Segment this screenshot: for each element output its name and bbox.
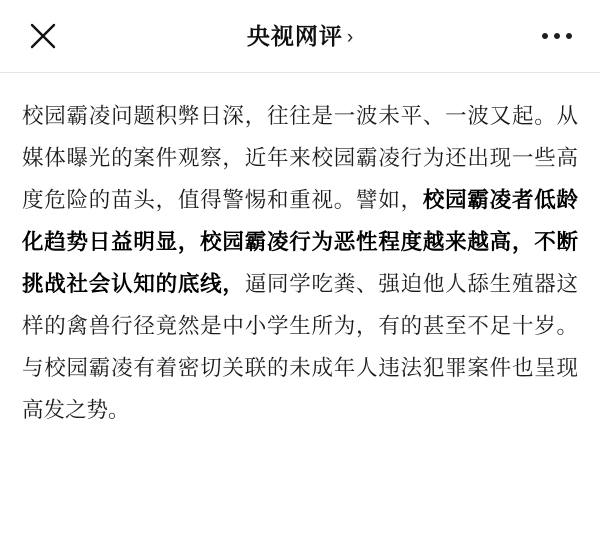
article-paragraph <box>22 95 578 431</box>
close-icon[interactable] <box>26 19 60 53</box>
page-header <box>0 0 600 72</box>
chevron-right-icon: › <box>346 26 354 48</box>
more-dot <box>554 33 560 39</box>
article-text-segment: 校园霸凌问题积弊日深，往往是一波未平、一波又起。从媒体曝光的案件观察，近年来校园霸凌行为还出现一些高度危险的苗头，值得警惕和重视。譬如， <box>22 104 578 212</box>
more-dot <box>542 33 548 39</box>
article-text-segment-bold: 校园霸凌者低龄化趋势日益明显，校园霸凌行为恶性程度越来越高，不断挑战社会认知的底线， <box>22 188 578 296</box>
more-horizontal-icon[interactable] <box>538 25 576 47</box>
more-dot <box>566 33 572 39</box>
page-title: 央视网评 <box>246 22 343 49</box>
header-title-group[interactable] <box>246 22 354 49</box>
article-text-segment: 逼同学吃粪、强迫他人舔生殖器这样的禽兽行径竟然是中小学生所为，有的甚至不足十岁。与校园霸凌有着密切关联的未成年人违法犯罪案件也呈现高发之势。 <box>22 272 578 422</box>
article-body <box>0 73 600 431</box>
